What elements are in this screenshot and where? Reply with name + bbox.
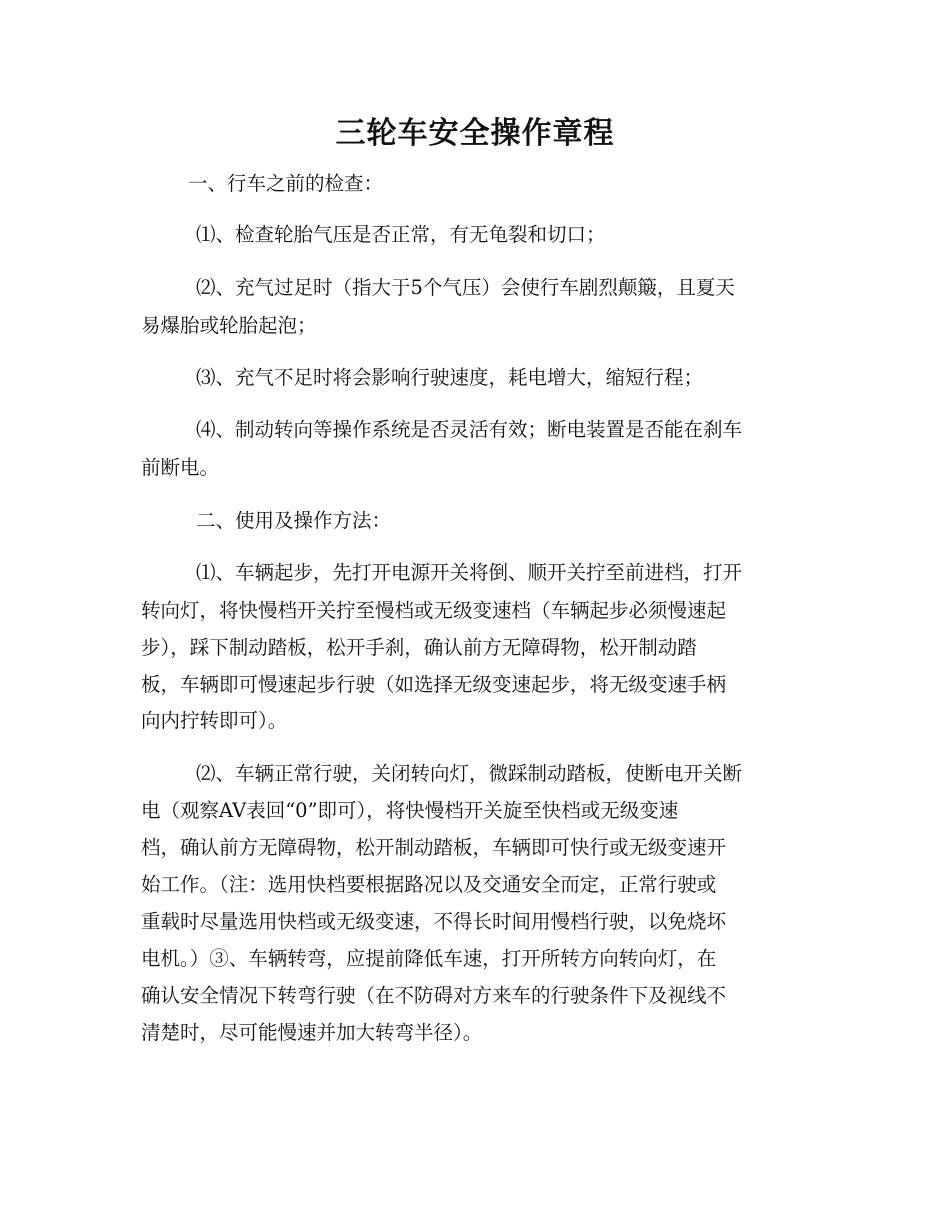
section-1-item-2-line-1: ⑵、充气过足时（指大于5个气压）会使行车剧烈颠簸，且夏天 [196, 276, 735, 299]
section-2-item-2-line-3: 档，确认前方无障碍物，松开制动踏板，车辆即可快行或无级变速开 [141, 836, 727, 859]
section-1-item-4-line-2: 前断电。 [141, 456, 220, 479]
section-2-item-1-line-5: 向内拧转即可）。 [141, 709, 288, 732]
section-2-item-2-line-2: 电（观察AV表回“0”即可），将快慢档开关旋至快档或无级变速 [141, 799, 679, 822]
section-2-item-1-line-1: ⑴、车辆起步，先打开电源开关将倒、顺开关拧至前进档，打开 [196, 561, 743, 584]
section-2-item-2-line-5: 重载时尽量选用快档或无级变速，不得长时间用慢档行驶，以免烧坏 [141, 910, 727, 933]
section-1-heading: 一、行车之前的检查： [188, 172, 384, 195]
section-1-item-1: ⑴、检查轮胎气压是否正常，有无龟裂和切口； [196, 223, 606, 246]
section-2-item-2-line-6: 电机。）③、车辆转弯，应提前降低车速，打开所转方向转向灯，在 [141, 947, 717, 970]
section-2-item-1-line-3: 步），踩下制动踏板，松开手刹，确认前方无障碍物，松开制动踏 [141, 636, 697, 659]
section-2-item-1-line-4: 板，车辆即可慢速起步行驶（如选择无级变速起步，将无级变速手柄 [141, 673, 727, 696]
section-2-item-2-line-4: 始工作。（注：选用快档要根据路况以及交通安全而定，正常行驶或 [141, 873, 717, 896]
section-2-heading: 二、使用及操作方法： [196, 509, 392, 532]
section-1-item-4-line-1: ⑷、制动转向等操作系统是否灵活有效；断电装置是否能在刹车 [196, 418, 743, 441]
section-2-item-2-line-7: 确认安全情况下转弯行驶（在不防碍对方来车的行驶条件下及视线不 [141, 984, 727, 1007]
section-2-item-2-line-1: ⑵、车辆正常行驶，关闭转向灯，微踩制动踏板，使断电开关断 [196, 762, 743, 785]
section-1-item-3: ⑶、充气不足时将会影响行驶速度，耗电增大，缩短行程； [196, 366, 704, 389]
section-1-item-2-line-2: 易爆胎或轮胎起泡； [141, 314, 317, 337]
document-title: 三轮车安全操作章程 [335, 116, 615, 151]
section-2-item-2-line-8: 清楚时，尽可能慢速并加大转弯半径）。 [141, 1021, 483, 1044]
section-2-item-1-line-2: 转向灯，将快慢档开关拧至慢档或无级变速档（车辆起步必须慢速起 [141, 599, 727, 622]
